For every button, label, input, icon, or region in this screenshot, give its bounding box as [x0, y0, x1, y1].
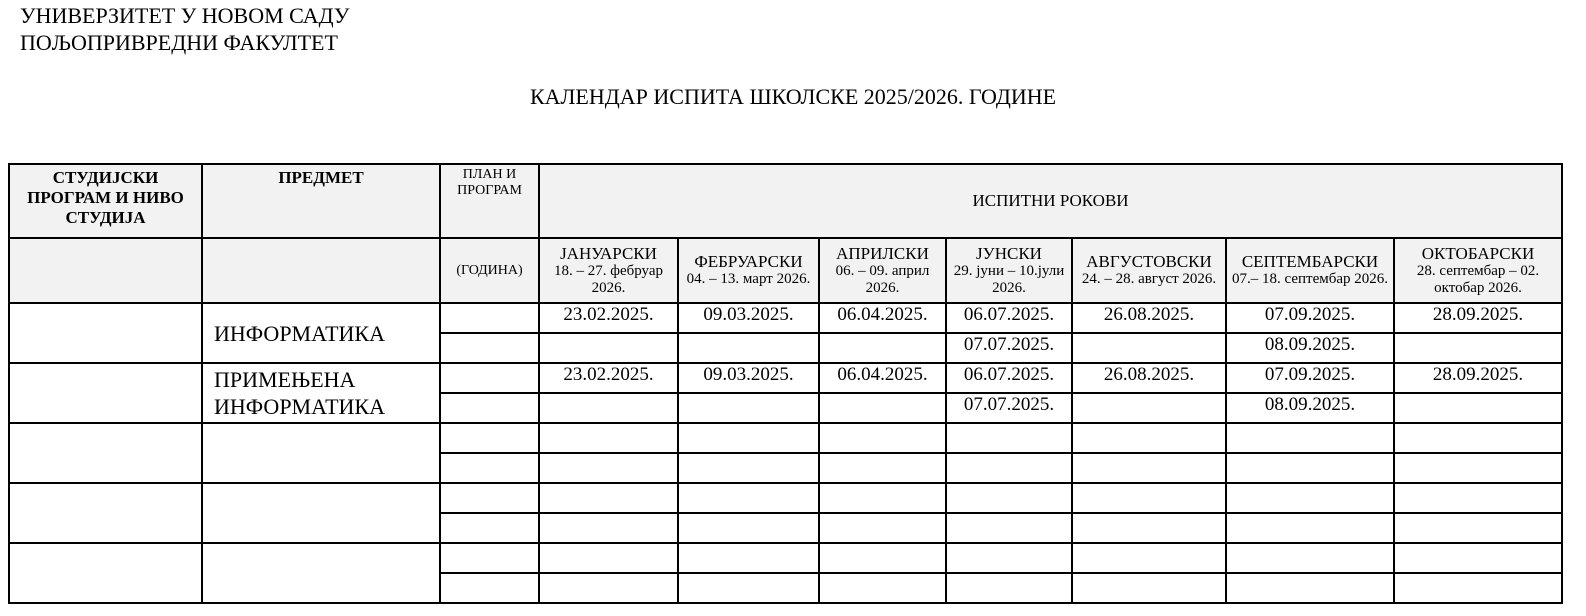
exam-date	[946, 543, 1072, 573]
plan-cell	[440, 303, 539, 333]
exam-date	[539, 513, 678, 543]
exam-date: 08.09.2025.	[1226, 393, 1394, 423]
exam-date	[1226, 513, 1394, 543]
table-row	[9, 483, 1562, 513]
exam-date	[1394, 453, 1562, 483]
exam-date: 26.08.2025.	[1072, 303, 1226, 333]
table-row	[9, 303, 1562, 333]
subject-cell	[202, 483, 440, 543]
header-cell-empty	[9, 238, 202, 303]
exam-calendar-table	[8, 163, 1563, 604]
exam-date	[539, 453, 678, 483]
exam-date: 06.04.2025.	[819, 363, 946, 393]
table-row	[9, 423, 1562, 453]
plan-cell	[440, 333, 539, 363]
period-dates: 29. јуни – 10.јули 2026.	[953, 262, 1065, 296]
exam-date	[678, 513, 819, 543]
subject-cell	[202, 423, 440, 483]
header-row-2	[9, 238, 1562, 303]
study-program-cell	[9, 543, 202, 603]
plan-cell	[440, 363, 539, 393]
period-dates: 04. – 13. март 2026.	[686, 271, 811, 287]
period-name: ЈУНСКИ	[976, 243, 1042, 263]
exam-date	[1072, 393, 1226, 423]
exam-date	[1072, 453, 1226, 483]
exam-date	[678, 393, 819, 423]
period-header-june	[946, 238, 1072, 303]
subject-cell	[202, 543, 440, 603]
period-dates: 24. – 28. август 2026.	[1081, 271, 1217, 287]
exam-date	[678, 423, 819, 453]
study-program-cell	[9, 483, 202, 543]
period-dates: 18. – 27. фебруар 2026.	[553, 262, 664, 296]
exam-date: 23.02.2025.	[539, 363, 678, 393]
col-header-exam-periods: ИСПИТНИ РОКОВИ	[539, 164, 1562, 238]
exam-date: 07.09.2025.	[1226, 303, 1394, 333]
exam-date	[946, 513, 1072, 543]
exam-date: 08.09.2025.	[1226, 333, 1394, 363]
table-row	[9, 363, 1562, 393]
subject-name: ПРИМЕЊЕНА ИНФОРМАТИКА	[202, 363, 440, 423]
period-name: АПРИЛСКИ	[836, 243, 929, 263]
plan-cell	[440, 393, 539, 423]
exam-date	[539, 483, 678, 513]
col-header-study-program: СТУДИЈСКИ ПРОГРАМ И НИВО СТУДИЈА	[9, 164, 202, 238]
exam-date	[819, 453, 946, 483]
exam-date	[946, 483, 1072, 513]
exam-date: 09.03.2025.	[678, 363, 819, 393]
exam-date	[678, 543, 819, 573]
exam-date: 06.04.2025.	[819, 303, 946, 333]
period-name: СЕПТЕМБАРСКИ	[1241, 252, 1379, 271]
exam-date	[1072, 483, 1226, 513]
plan-cell	[440, 483, 539, 513]
period-header-february	[678, 238, 819, 303]
exam-date	[819, 393, 946, 423]
period-name: АВГУСТОВСКИ	[1086, 252, 1212, 271]
col-header-plan: ПЛАН И ПРОГРАМ	[440, 164, 539, 238]
plan-cell	[440, 423, 539, 453]
study-program-cell	[9, 423, 202, 483]
exam-date	[1226, 453, 1394, 483]
period-name: ЈАНУАРСКИ	[560, 243, 657, 263]
exam-date	[1394, 543, 1562, 573]
period-header-october	[1394, 238, 1562, 303]
exam-date	[1226, 423, 1394, 453]
exam-date	[539, 393, 678, 423]
exam-date: 07.07.2025.	[946, 393, 1072, 423]
exam-date	[819, 423, 946, 453]
exam-date	[1394, 333, 1562, 363]
period-header-september	[1226, 238, 1394, 303]
exam-date: 23.02.2025.	[539, 303, 678, 333]
exam-date	[1226, 483, 1394, 513]
exam-date	[819, 333, 946, 363]
exam-date	[539, 423, 678, 453]
exam-date	[678, 453, 819, 483]
exam-date	[819, 513, 946, 543]
period-dates: 28. септембар – 02. октобар 2026.	[1416, 262, 1540, 296]
plan-cell	[440, 513, 539, 543]
exam-date	[1072, 513, 1226, 543]
exam-date: 06.07.2025.	[946, 363, 1072, 393]
exam-date	[1072, 333, 1226, 363]
exam-date	[946, 453, 1072, 483]
period-dates: 06. – 09. април 2026.	[835, 262, 930, 296]
exam-date	[819, 543, 946, 573]
exam-date	[946, 423, 1072, 453]
exam-date	[539, 333, 678, 363]
exam-date	[819, 573, 946, 603]
period-name: ОКТОБАРСКИ	[1421, 243, 1535, 263]
university-name: УНИВЕРЗИТЕТ У НОВОМ САДУ	[20, 3, 350, 28]
exam-date	[946, 573, 1072, 603]
exam-date	[1226, 543, 1394, 573]
exam-date	[678, 333, 819, 363]
period-header-august	[1072, 238, 1226, 303]
exam-date	[1072, 543, 1226, 573]
subject-name: ИНФОРМАТИКА	[202, 303, 440, 363]
exam-date	[1394, 393, 1562, 423]
exam-date	[678, 573, 819, 603]
document-title: КАЛЕНДАР ИСПИТА ШКОЛСКЕ 2025/2026. ГОДИНЕ	[529, 84, 1057, 109]
exam-date	[1394, 513, 1562, 543]
study-program-cell	[9, 303, 202, 363]
exam-date: 09.03.2025.	[678, 303, 819, 333]
exam-date: 06.07.2025.	[946, 303, 1072, 333]
period-dates: 07.– 18. септембар 2026.	[1231, 271, 1389, 287]
exam-date: 28.09.2025.	[1394, 303, 1562, 333]
study-program-cell	[9, 363, 202, 423]
plan-cell	[440, 573, 539, 603]
period-name: ФЕБРУАРСКИ	[694, 252, 803, 271]
exam-date	[1394, 573, 1562, 603]
exam-date	[678, 483, 819, 513]
exam-date	[819, 483, 946, 513]
exam-date	[1394, 423, 1562, 453]
exam-date	[539, 543, 678, 573]
exam-date: 07.09.2025.	[1226, 363, 1394, 393]
table-row	[9, 543, 1562, 573]
exam-date	[1226, 573, 1394, 603]
header-cell-empty	[202, 238, 440, 303]
header-row-1	[9, 164, 1562, 238]
exam-date	[1072, 423, 1226, 453]
exam-date	[1394, 483, 1562, 513]
exam-date: 26.08.2025.	[1072, 363, 1226, 393]
period-header-january	[539, 238, 678, 303]
exam-date	[1072, 573, 1226, 603]
period-header-april	[819, 238, 946, 303]
faculty-name: ПОЉОПРИВРЕДНИ ФАКУЛТЕТ	[20, 30, 338, 55]
col-header-subject: ПРЕДМЕТ	[202, 164, 440, 238]
exam-date	[539, 573, 678, 603]
exam-date: 28.09.2025.	[1394, 363, 1562, 393]
exam-date: 07.07.2025.	[946, 333, 1072, 363]
col-header-year: (ГОДИНА)	[440, 238, 539, 303]
plan-cell	[440, 543, 539, 573]
plan-cell	[440, 453, 539, 483]
